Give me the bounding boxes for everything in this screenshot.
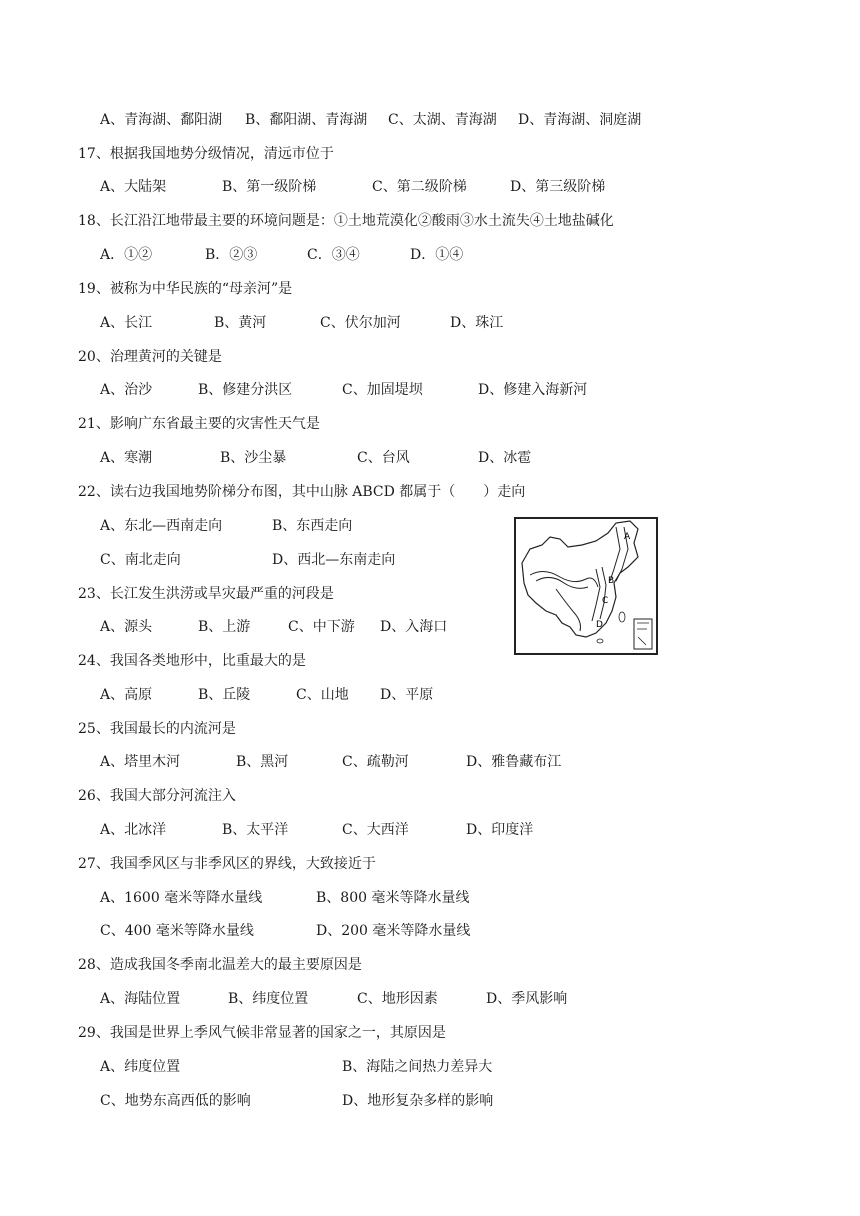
q29-question: 29、我国是世界上季风气候非常显著的国家之一，其原因是 [78,1025,446,1041]
q18-option-d[interactable]: D．①④ [410,247,464,263]
q26-option-b[interactable]: B、太平洋 [222,822,289,838]
q29-option-b[interactable]: B、海陆之间热力差异大 [342,1059,493,1075]
q27-question: 27、我国季风区与非季风区的界线，大致接近于 [78,856,376,872]
q28-question: 28、造成我国冬季南北温差大的最主要原因是 [78,957,362,973]
q23-option-b[interactable]: B、上游 [198,619,251,635]
q24-question: 24、我国各类地形中，比重最大的是 [78,653,306,669]
q19-question: 19、被称为中华民族的“母亲河”是 [78,281,293,297]
q28-option-d[interactable]: D、季风影响 [486,991,568,1007]
q20-option-d[interactable]: D、修建入海新河 [478,382,588,398]
q25-option-d[interactable]: D、雅鲁藏布江 [466,754,562,770]
q28-option-c[interactable]: C、地形因素 [357,991,438,1007]
q21-option-c[interactable]: C、台风 [357,450,410,466]
china-map-outline [516,519,656,653]
q24-option-a[interactable]: A、高原 [100,687,153,703]
q21-option-a[interactable]: A、寒潮 [100,450,153,466]
q16-option-c[interactable]: C、太湖、青海湖 [388,112,497,128]
q27-option-a[interactable]: A、1600 毫米等降水量线 [100,890,263,906]
q18-question: 18、长江沿江地带最主要的环境问题是：①土地荒漠化②酸雨③水土流失④土地盐碱化 [78,213,614,229]
q23-option-d[interactable]: D、入海口 [380,619,448,635]
q18-option-a[interactable]: A．①② [100,247,153,263]
q22-question: 22、读右边我国地势阶梯分布图，其中山脉 ABCD 都属于（ ）走向 [78,484,526,500]
q19-option-a[interactable]: A、长江 [100,315,153,331]
q23-option-c[interactable]: C、中下游 [288,619,355,635]
q16-option-a[interactable]: A、青海湖、鄱阳湖 [100,112,223,128]
q21-option-d[interactable]: D、冰雹 [478,450,532,466]
q22-option-c[interactable]: C、南北走向 [100,552,181,568]
q25-option-c[interactable]: C、疏勒河 [342,754,409,770]
q24-option-d[interactable]: D、平原 [380,687,434,703]
q29-option-c[interactable]: C、地势东高西低的影响 [100,1093,251,1109]
q29-option-d[interactable]: D、地形复杂多样的影响 [342,1093,494,1109]
map-label-d: D [596,620,603,630]
q16-option-d[interactable]: D、青海湖、洞庭湖 [518,112,642,128]
map-label-c: C [602,596,609,606]
q19-option-c[interactable]: C、伏尔加河 [320,315,401,331]
map-label-a: A [624,532,631,542]
q17-option-a[interactable]: A、大陆架 [100,179,167,195]
q26-question: 26、我国大部分河流注入 [78,788,236,804]
q17-option-c[interactable]: C、第二级阶梯 [372,179,467,195]
q26-option-d[interactable]: D、印度洋 [466,822,534,838]
q20-option-a[interactable]: A、治沙 [100,382,153,398]
q21-question: 21、影响广东省最主要的灾害性天气是 [78,416,320,432]
q20-option-c[interactable]: C、加固堤坝 [342,382,423,398]
q27-option-c[interactable]: C、400 毫米等降水量线 [100,923,254,939]
q28-option-b[interactable]: B、纬度位置 [228,991,309,1007]
q22-option-b[interactable]: B、东西走向 [272,518,353,534]
q26-option-c[interactable]: C、大西洋 [342,822,409,838]
q19-option-b[interactable]: B、黄河 [214,315,267,331]
q22-option-d[interactable]: D、西北—东南走向 [272,552,396,568]
q21-option-b[interactable]: B、沙尘暴 [220,450,287,466]
q28-option-a[interactable]: A、海陆位置 [100,991,181,1007]
q24-option-b[interactable]: B、丘陵 [198,687,251,703]
q26-option-a[interactable]: A、北冰洋 [100,822,167,838]
q25-option-b[interactable]: B、黑河 [236,754,289,770]
map-label-b: B [608,576,615,586]
q25-option-a[interactable]: A、塔里木河 [100,754,181,770]
q29-option-a[interactable]: A、纬度位置 [100,1059,181,1075]
q23-question: 23、长江发生洪涝或旱灾最严重的河段是 [78,586,334,602]
q27-option-d[interactable]: D、200 毫米等降水量线 [316,923,471,939]
q22-option-a[interactable]: A、东北—西南走向 [100,518,223,534]
q23-option-a[interactable]: A、源头 [100,619,153,635]
q27-option-b[interactable]: B、800 毫米等降水量线 [316,890,470,906]
q20-question: 20、治理黄河的关键是 [78,349,222,365]
q17-option-b[interactable]: B、第一级阶梯 [222,179,317,195]
q18-option-c[interactable]: C．③④ [307,247,360,263]
q17-option-d[interactable]: D、第三级阶梯 [510,179,606,195]
q24-option-c[interactable]: C、山地 [296,687,349,703]
q25-question: 25、我国最长的内流河是 [78,721,236,737]
q18-option-b[interactable]: B．②③ [205,247,258,263]
china-terrain-map [514,517,658,655]
q16-option-b[interactable]: B、鄱阳湖、青海湖 [245,112,368,128]
q19-option-d[interactable]: D、珠江 [450,315,504,331]
q17-question: 17、根据我国地势分级情况，清远市位于 [78,146,334,162]
q20-option-b[interactable]: B、修建分洪区 [198,382,293,398]
